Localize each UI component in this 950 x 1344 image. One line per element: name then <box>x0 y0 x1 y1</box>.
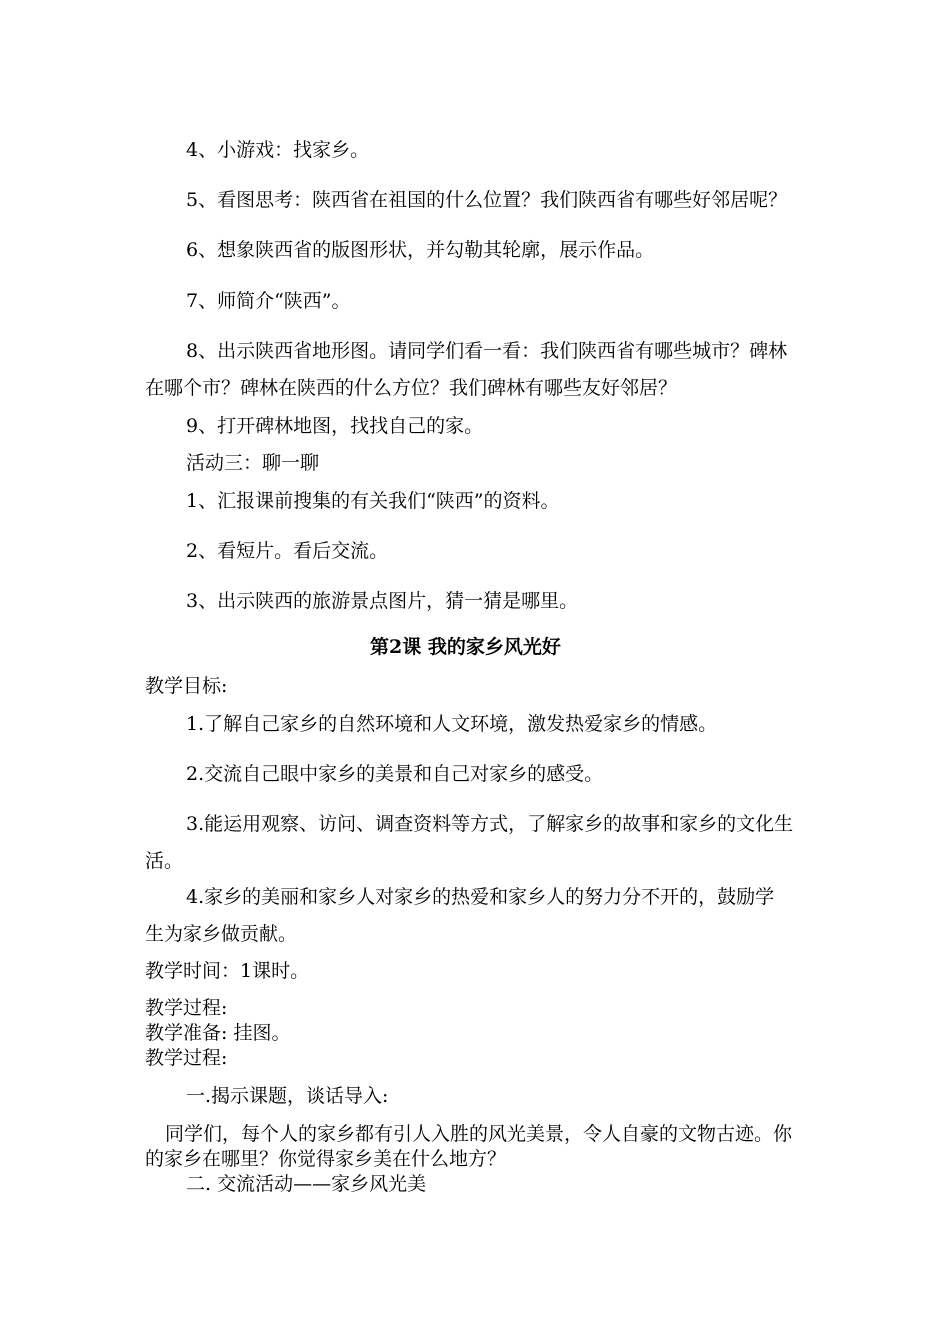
step-8-terrain-map-line1: 8、出示陕西省地形图。请同学们看一看：我们陕西省有哪些城市？碑林 <box>186 340 788 362</box>
teaching-time: 教学时间：1课时。 <box>145 960 310 982</box>
activity-3-heading: 活动三：聊一聊 <box>186 452 320 474</box>
activity-3-step-3: 3、出示陕西的旅游景点图片，猜一猜是哪里。 <box>186 590 579 612</box>
activity-3-step-2: 2、看短片。看后交流。 <box>186 540 389 562</box>
goal-1: 1.了解自己家乡的自然环境和人文环境，激发热爱家乡的情感。 <box>186 713 718 735</box>
lesson-2-title: 第2课 我的家乡风光好 <box>370 636 561 658</box>
teaching-preparation: 教学准备: 挂图。 <box>145 1022 291 1044</box>
activity-3-step-1: 1、汇报课前搜集的有关我们“陕西”的资料。 <box>186 490 560 512</box>
goal-2: 2.交流自己眼中家乡的美景和自己对家乡的感受。 <box>186 763 604 785</box>
teaching-process-heading-2: 教学过程: <box>145 1047 228 1069</box>
intro-paragraph-line1: 同学们，每个人的家乡都有引人入胜的风光美景，令人自豪的文物古迹。你 <box>165 1123 793 1145</box>
section-2-heading: 二. 交流活动——家乡风光美 <box>186 1173 427 1195</box>
goal-4-line1: 4.家乡的美丽和家乡人对家乡的热爱和家乡人的努力分不开的，鼓励学 <box>186 886 775 908</box>
intro-paragraph-line2: 的家乡在哪里？你觉得家乡美在什么地方？ <box>145 1148 507 1170</box>
goal-4-line2: 生为家乡做贡献。 <box>145 923 298 945</box>
teaching-goals-heading: 教学目标: <box>145 675 228 697</box>
step-4-find-hometown: 4、小游戏：找家乡。 <box>186 139 370 161</box>
step-9-open-beilin-map: 9、打开碑林地图，找找自己的家。 <box>186 415 484 437</box>
goal-3-line1: 3.能运用观察、访问、调查资料等方式，了解家乡的故事和家乡的文化生 <box>186 813 794 835</box>
step-6-imagine-outline: 6、想象陕西省的版图形状，并勾勒其轮廓，展示作品。 <box>186 239 655 261</box>
goal-3-line2: 活。 <box>145 850 184 872</box>
teaching-process-heading-1: 教学过程: <box>145 997 228 1019</box>
step-5-look-and-think: 5、看图思考：陕西省在祖国的什么位置？我们陕西省有哪些好邻居呢？ <box>186 189 788 211</box>
step-8-terrain-map-line2: 在哪个市？碑林在陕西的什么方位？我们碑林有哪些友好邻居？ <box>145 377 678 399</box>
step-7-intro-shaanxi: 7、师简介“陕西”。 <box>186 290 351 312</box>
section-1-heading: 一.揭示课题，谈话导入: <box>186 1085 389 1107</box>
